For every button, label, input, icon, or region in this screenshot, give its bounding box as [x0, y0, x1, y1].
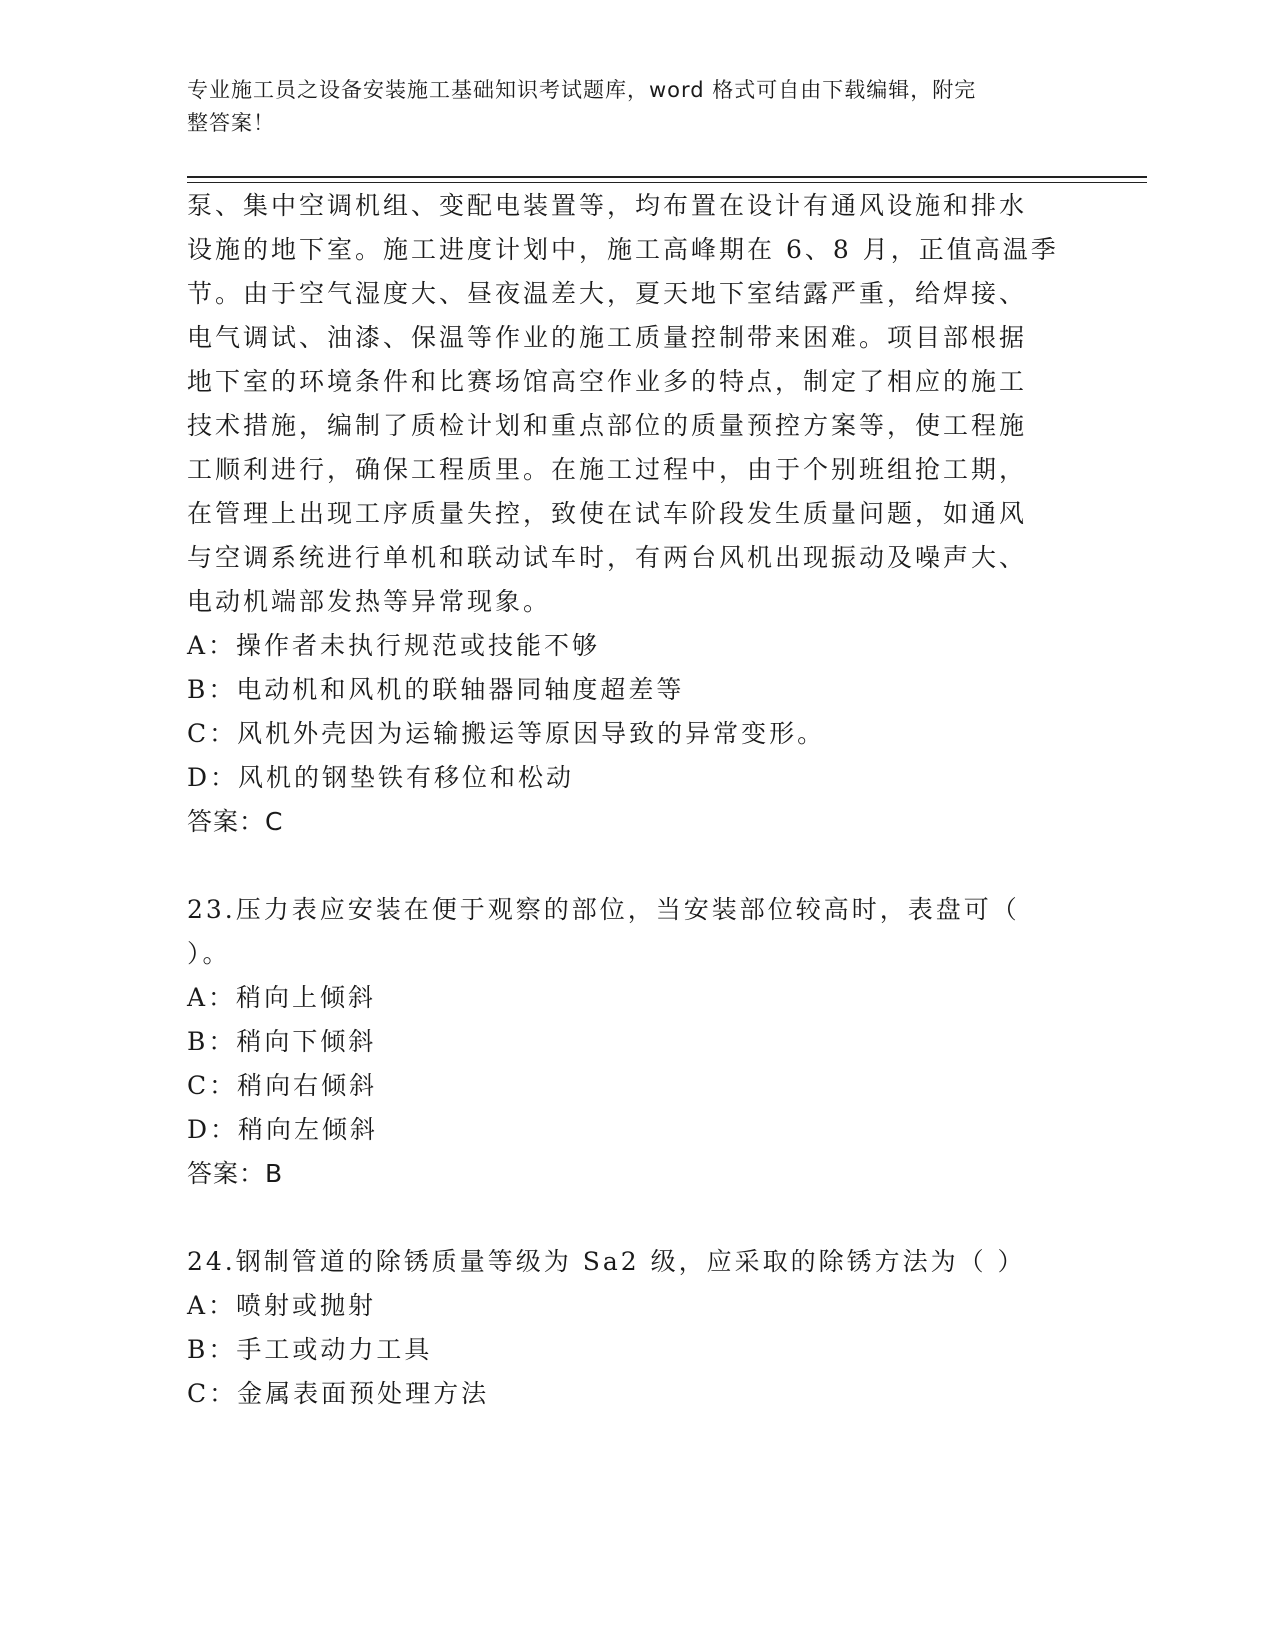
- q23-option-c: C：稍向右倾斜: [187, 1071, 378, 1100]
- q22-option-b: B：电动机和风机的联轴器同轴度超差等: [187, 675, 685, 704]
- q22-body-line: 技术措施，编制了质检计划和重点部位的质量预控方案等，使工程施: [187, 411, 1028, 440]
- q22-answer: 答案：C: [187, 807, 284, 836]
- q23-question-line: ）。: [187, 939, 231, 968]
- q22-body-line: 地下室的环境条件和比赛场馆高空作业多的特点，制定了相应的施工: [187, 367, 1028, 396]
- q23-option-a: A：稍向上倾斜: [187, 983, 377, 1012]
- header-line-2: 整答案！: [187, 111, 275, 135]
- q24-option-a: A：喷射或抛射: [187, 1291, 377, 1320]
- q22-body-line: 与空调系统进行单机和联动试车时，有两台风机出现振动及噪声大、: [187, 543, 1028, 572]
- q22-option-c: C：风机外壳因为运输搬运等原因导致的异常变形。: [187, 719, 826, 748]
- q23-option-d: D：稍向左倾斜: [187, 1115, 379, 1144]
- q22-body-line: 工顺利进行，确保工程质里。在施工过程中，由于个别班组抢工期，: [187, 455, 1028, 484]
- q22-body-line: 电气调试、油漆、保温等作业的施工质量控制带来困难。项目部根据: [187, 323, 1028, 352]
- header-divider-thick: [187, 176, 1147, 178]
- document-header: [187, 74, 1067, 140]
- q22-option-d: D：风机的钢垫铁有移位和松动: [187, 763, 575, 792]
- q24-question: 24.钢制管道的除锈质量等级为 Sa2 级，应采取的除锈方法为（ ）: [187, 1247, 1026, 1276]
- q23-answer: 答案：B: [187, 1159, 284, 1188]
- q24-option-b: B：手工或动力工具: [187, 1335, 433, 1364]
- q22-body-line: 泵、集中空调机组、变配电装置等，均布置在设计有通风设施和排水: [187, 191, 1028, 220]
- header-line-1: 专业施工员之设备安装施工基础知识考试题库，word 格式可自由下载编辑，附完: [187, 78, 977, 102]
- q23-option-b: B：稍向下倾斜: [187, 1027, 377, 1056]
- q24-option-c: C：金属表面预处理方法: [187, 1379, 490, 1408]
- q22-body-line: 电动机端部发热等异常现象。: [187, 587, 552, 616]
- q22-option-a: A：操作者未执行规范或技能不够: [187, 631, 601, 660]
- q23-question-line: 23.压力表应安装在便于观察的部位，当安装部位较高时，表盘可（: [187, 895, 1020, 924]
- q22-body-line: 节。由于空气湿度大、昼夜温差大，夏天地下室结露严重，给焊接、: [187, 279, 1028, 308]
- q22-body-line: 设施的地下室。施工进度计划中，施工高峰期在 6、8 月，正值高温季: [187, 235, 1059, 264]
- q22-body-line: 在管理上出现工序质量失控，致使在试车阶段发生质量问题，如通风: [187, 499, 1028, 528]
- header-divider-thin: [187, 182, 1147, 183]
